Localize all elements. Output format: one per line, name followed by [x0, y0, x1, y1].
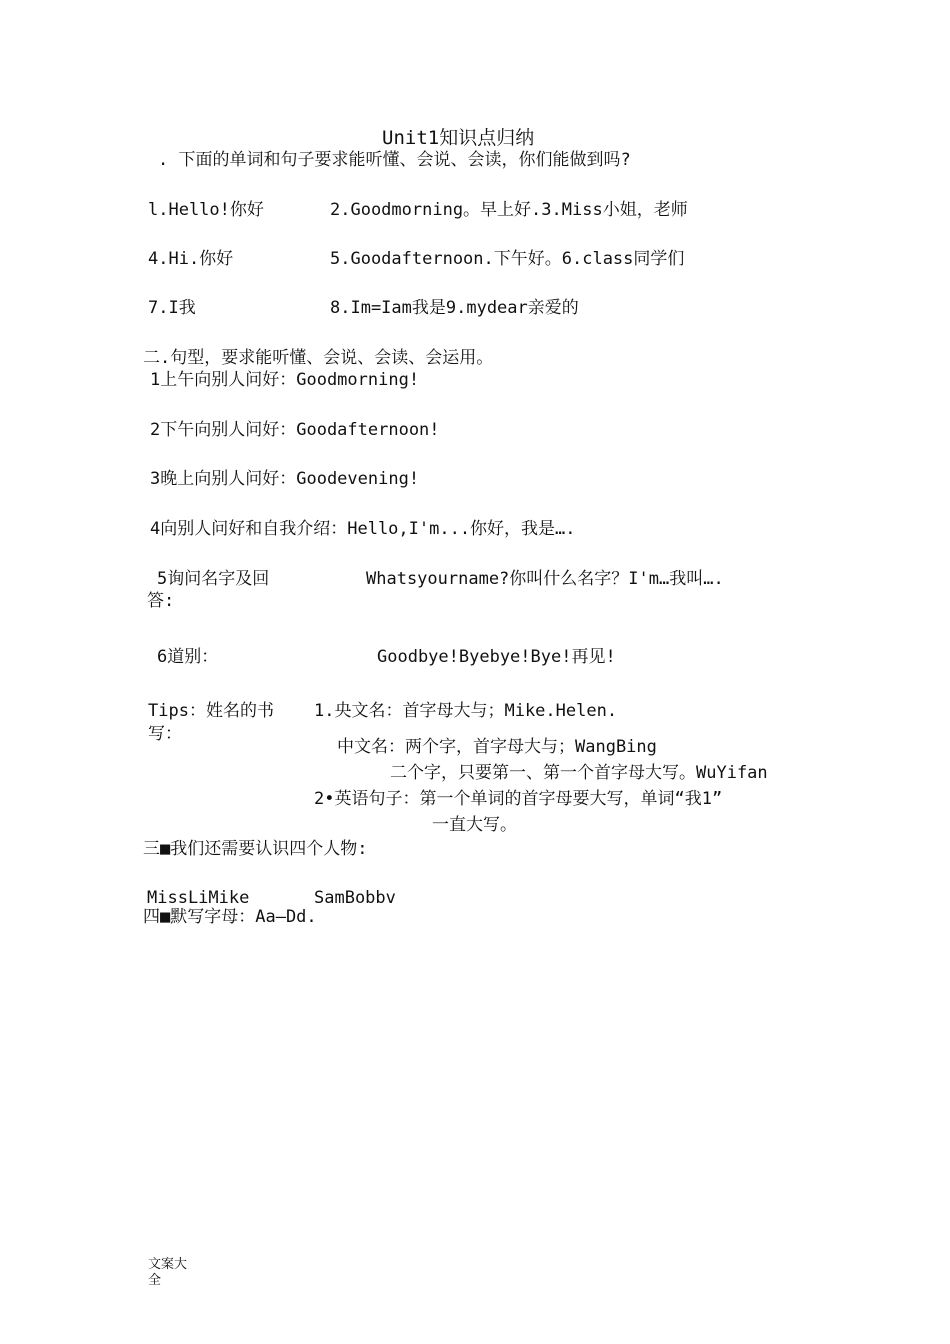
sentence-6-text: Goodbye!Byebye!Bye!再见! — [377, 647, 616, 667]
sentence-5-label-line1: 5询问名字及回 — [157, 569, 270, 589]
tips-line-1: 1.央文名：首字母大与；Mike.Helen. — [314, 701, 618, 721]
vocab-row-1-col-1: l.Hello!你好 — [148, 200, 264, 220]
tips-label-line2: 写： — [148, 724, 182, 744]
tips-line-5: 一直大写。 — [432, 815, 517, 835]
vocab-row-2-col-1: 4.Hi.你好 — [148, 249, 234, 269]
section4-heading: 四■默写字母：Aa—Dd. — [143, 907, 317, 927]
tips-label-line1: Tips：姓名的书 — [148, 701, 274, 721]
section3-heading: 三■我们还需要认识四个人物: — [143, 839, 368, 859]
vocab-row-2-col-2: 5.Goodafternoon.下午好。6.class同学们 — [330, 249, 685, 269]
section2-heading: 二.句型，要求能听懂、会说、会读、会运用。 — [143, 348, 494, 368]
vocab-row-3-col-2: 8.Im=Iam我是9.mydear亲爱的 — [330, 298, 579, 318]
footer-text-line1: 文案大 — [148, 1257, 188, 1272]
tips-line-4: 2•英语句子：第一个单词的首字母要大写，单词“我1” — [314, 789, 723, 809]
sentence-1: 1上午向别人问好：Goodmorning! — [150, 370, 420, 390]
sentence-2: 2下午向别人问好：Goodafternoon! — [150, 420, 440, 440]
sentence-4: 4向别人问好和自我介绍：Hello,I'm...你好，我是…. — [150, 519, 576, 539]
vocab-row-1-col-2: 2.Goodmorning。早上好.3.Miss小姐，老师 — [330, 200, 688, 220]
sentence-3: 3晚上向别人问好：Goodevening! — [150, 469, 420, 489]
sentence-5-label-line2: 答: — [147, 591, 175, 611]
section1-heading: . 下面的单词和句子要求能听懂、会说、会读，你们能做到吗? — [158, 150, 631, 170]
vocab-row-3-col-1: 7.I我 — [148, 298, 196, 318]
footer-text-line2: 全 — [148, 1273, 162, 1288]
page-title: Unit1知识点归纳 — [382, 127, 535, 149]
character-names-2: SamBobbv — [314, 888, 396, 908]
character-names-1: MissLiMike — [147, 888, 250, 908]
sentence-6-label: 6道别： — [157, 647, 219, 667]
tips-line-3: 二个字，只要第一、第一个首字母大写。WuYifan — [390, 763, 768, 783]
tips-line-2: 中文名：两个字，首字母大与；WangBing — [337, 737, 657, 757]
sentence-5-text: Whatsyourname?你叫什么名字？I'm…我叫…. — [366, 569, 724, 589]
